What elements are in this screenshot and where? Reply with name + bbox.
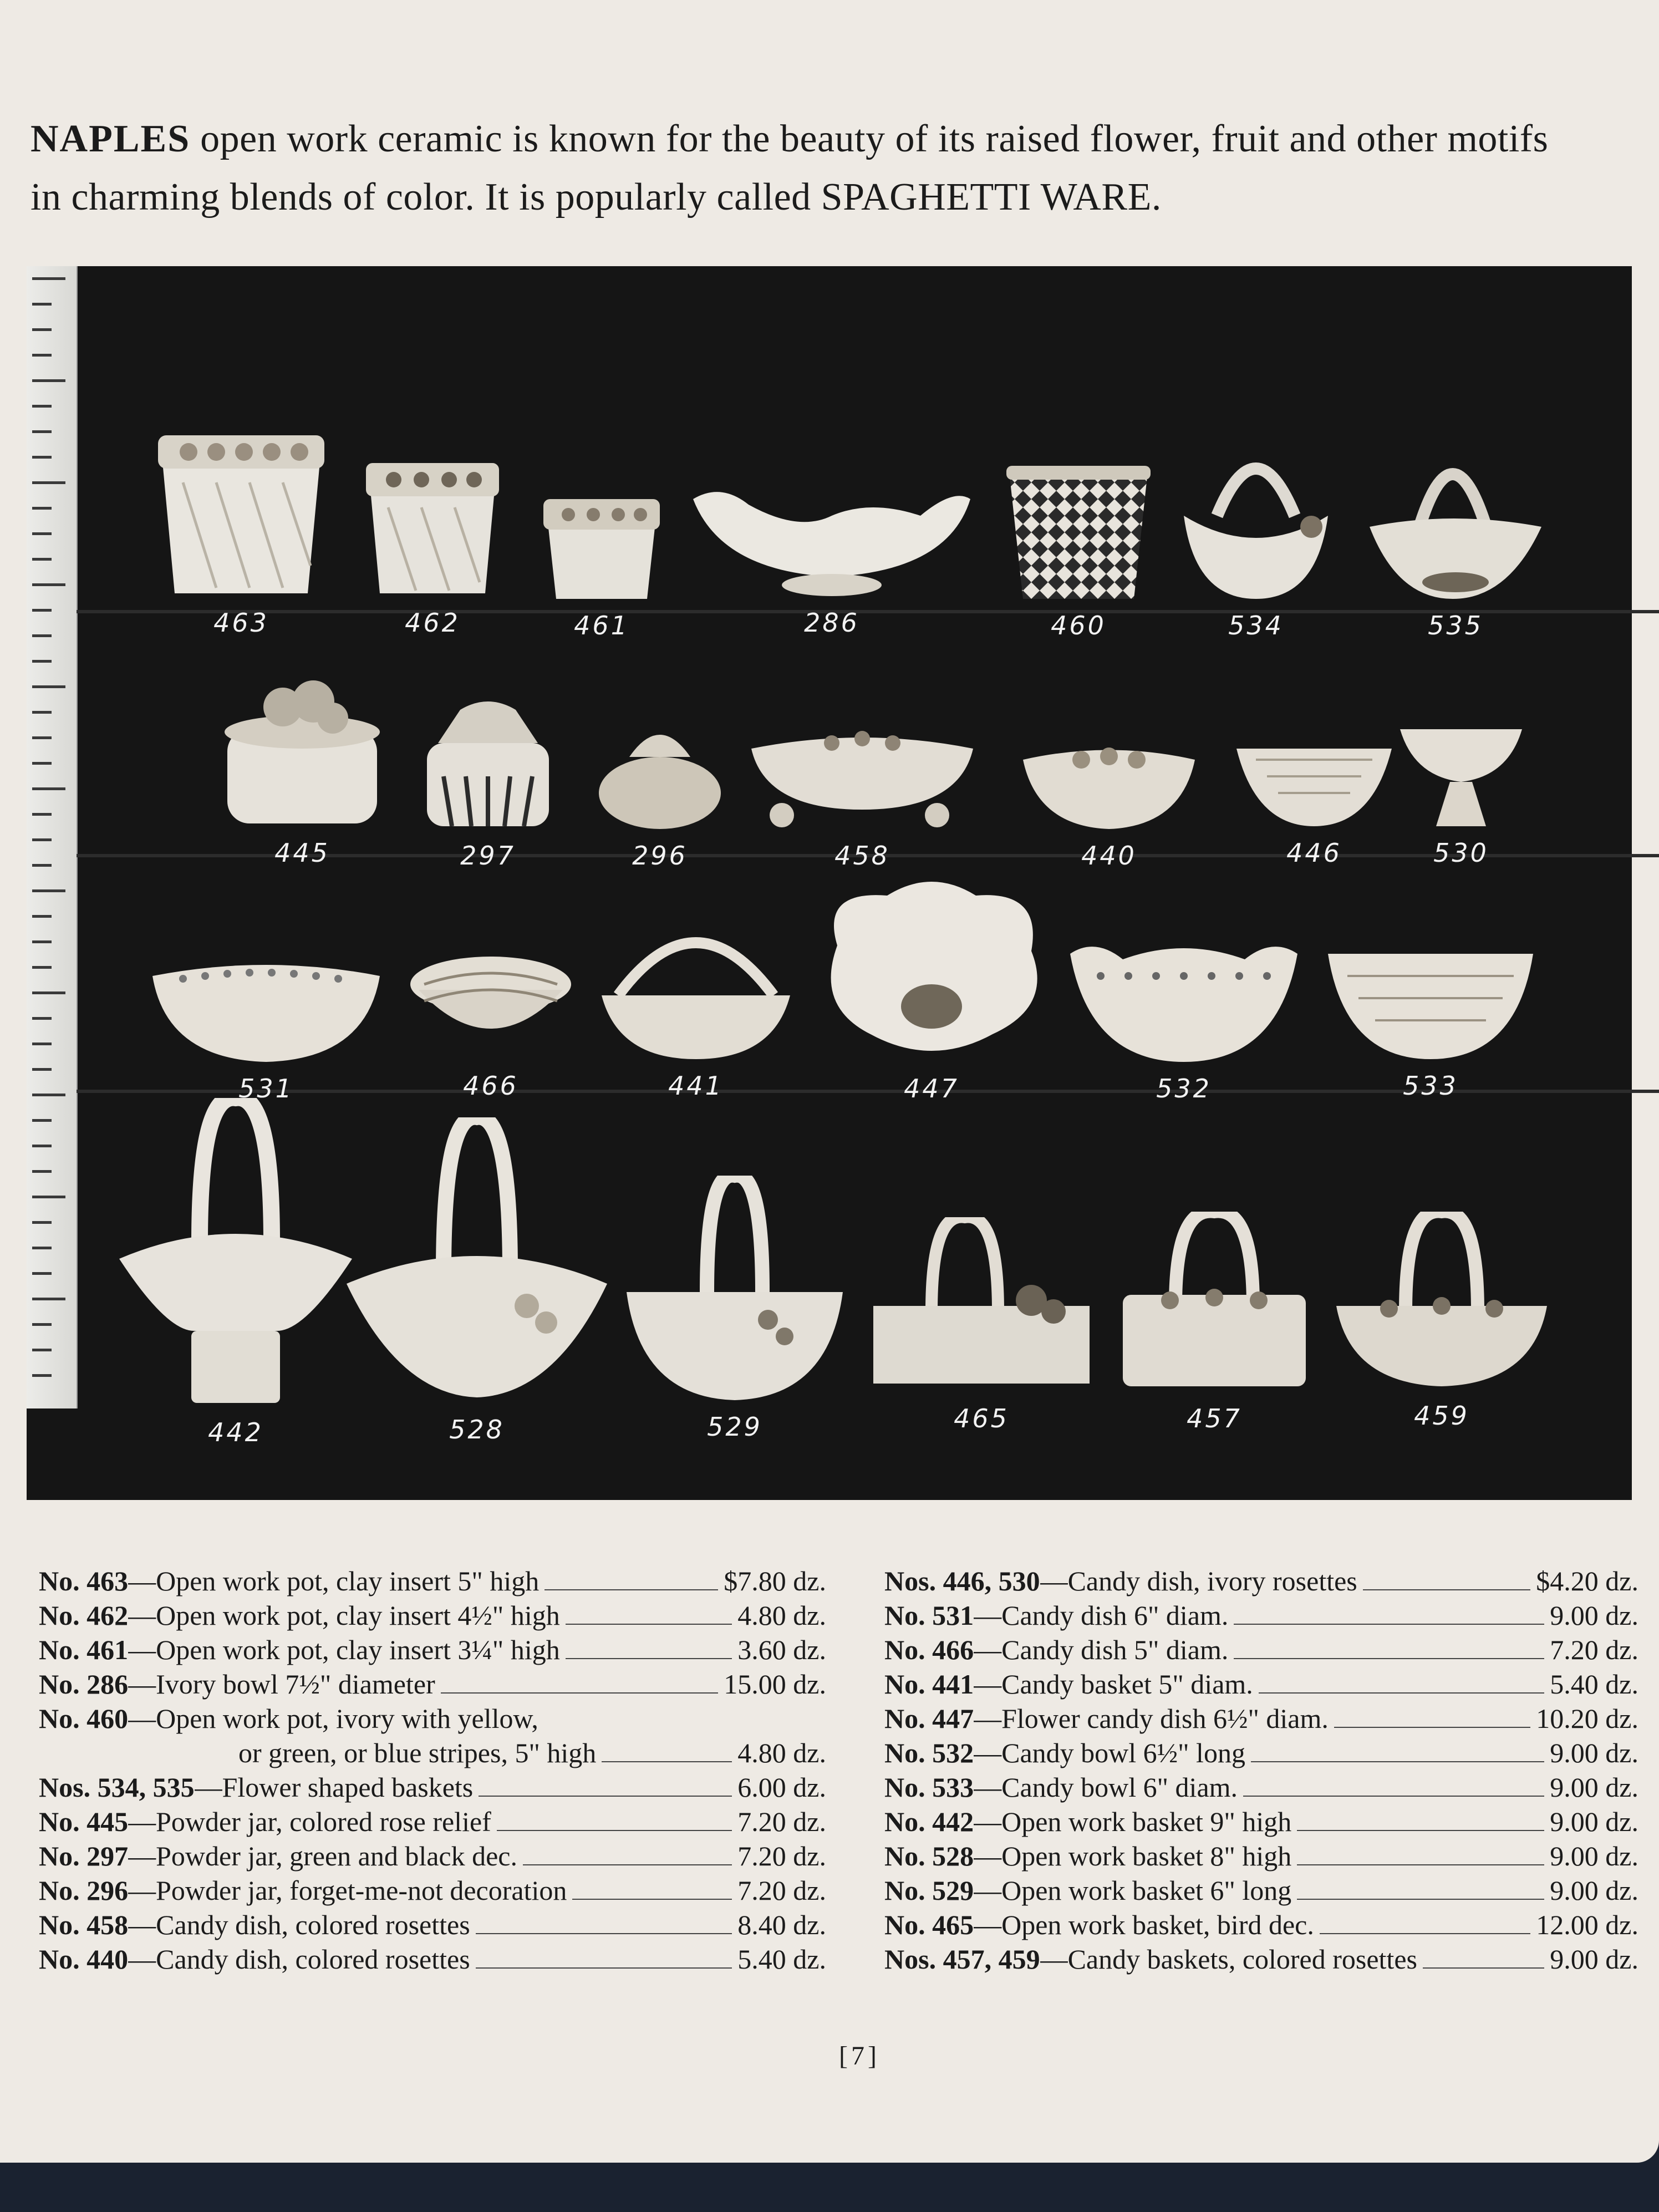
open-work-basket-image — [624, 1176, 846, 1403]
dot-leader — [1320, 1933, 1530, 1934]
item-number: No. 528 — [884, 1840, 974, 1872]
price-row — [39, 1942, 826, 1976]
product-number: 466 — [463, 1071, 518, 1101]
powder-jar-image — [222, 679, 383, 829]
ruler-tick — [32, 277, 65, 280]
product-442 — [116, 1098, 355, 1447]
product-number: 533 — [1403, 1071, 1458, 1101]
candy-basket-image — [1334, 1212, 1550, 1392]
dot-leader — [1297, 1864, 1544, 1865]
product-number: 463 — [213, 608, 269, 638]
item-price: 7.20 dz. — [737, 1840, 826, 1872]
product-number: 442 — [208, 1417, 263, 1447]
ruler-tick — [32, 889, 65, 892]
ruler-tick — [32, 685, 65, 688]
product-number: 465 — [954, 1404, 1009, 1433]
ruler-tick — [32, 1349, 52, 1351]
item-price: 6.00 dz. — [737, 1772, 826, 1803]
page-number: [7] — [839, 2041, 880, 2071]
product-440 — [1020, 743, 1198, 871]
item-number: No. 445 — [39, 1806, 129, 1837]
item-description: —Open work basket 6" long — [974, 1875, 1292, 1906]
dot-leader — [572, 1899, 732, 1900]
item-number: No. 441 — [884, 1669, 974, 1700]
product-number: 461 — [574, 611, 629, 640]
item-price: 9.00 dz. — [1550, 1772, 1638, 1803]
price-row — [39, 1873, 826, 1908]
product-458 — [749, 726, 976, 871]
dot-leader — [1234, 1624, 1544, 1625]
candy-dish-image — [1234, 738, 1395, 829]
dot-leader — [1334, 1727, 1530, 1728]
item-price: 7.20 dz. — [737, 1806, 826, 1837]
ruler-tick — [32, 405, 52, 408]
price-row — [39, 1564, 826, 1598]
item-price: 9.00 dz. — [1550, 1737, 1638, 1768]
ruler-tick — [32, 736, 52, 739]
ruler-tick — [32, 660, 52, 663]
item-number: No. 461 — [39, 1634, 129, 1665]
candy-bowl-image — [1325, 943, 1536, 1062]
powder-jar-image — [596, 724, 724, 832]
item-price: 7.20 dz. — [737, 1875, 826, 1906]
product-447 — [815, 879, 1048, 1104]
price-row — [884, 1667, 1638, 1701]
product-531 — [150, 954, 383, 1104]
item-description: —Open work pot, clay insert 4½" high — [128, 1600, 560, 1631]
item-price: 7.20 dz. — [1550, 1634, 1638, 1665]
ruler-tick — [32, 1145, 52, 1147]
product-534 — [1178, 433, 1334, 640]
intro-lead: NAPLES — [30, 118, 191, 160]
ruler-tick — [32, 1068, 52, 1071]
product-number: 531 — [238, 1074, 294, 1104]
item-number: No. 460 — [39, 1703, 129, 1734]
ruler-tick — [32, 1196, 65, 1198]
dot-leader — [544, 1589, 718, 1590]
item-description: —Powder jar, colored rose relief — [128, 1806, 491, 1837]
price-row — [39, 1633, 826, 1667]
dot-leader — [1259, 1692, 1545, 1694]
product-number: 446 — [1286, 838, 1342, 868]
item-number: Nos. 446, 530 — [884, 1565, 1040, 1596]
product-535 — [1364, 433, 1547, 640]
item-description: —Candy dish, ivory rosettes — [1040, 1565, 1357, 1596]
item-price: 12.00 dz. — [1536, 1909, 1638, 1940]
ruler-tick — [32, 1272, 52, 1275]
ruler-tick — [32, 940, 52, 943]
ruler-tick — [32, 711, 52, 714]
candy-basket-image — [596, 912, 796, 1062]
item-number: No. 297 — [39, 1840, 129, 1872]
item-price: 3.60 dz. — [737, 1634, 826, 1665]
price-row — [39, 1908, 826, 1942]
item-number: No. 458 — [39, 1909, 129, 1940]
price-row — [884, 1873, 1638, 1908]
dot-leader — [476, 1967, 732, 1969]
item-description: —Candy bowl 6½" long — [974, 1737, 1245, 1768]
ruler-tick — [32, 1247, 52, 1249]
product-463 — [150, 421, 333, 638]
item-description: —Open work basket 9" high — [974, 1806, 1292, 1837]
item-description: —Candy dish 5" diam. — [974, 1634, 1229, 1665]
candy-dish-image — [1020, 743, 1198, 832]
price-row — [884, 1804, 1638, 1839]
ruler-tick — [32, 838, 52, 841]
product-296 — [596, 724, 724, 871]
item-number: No. 465 — [884, 1909, 974, 1940]
flower-basket-image — [1364, 433, 1547, 602]
item-number: No. 466 — [884, 1634, 974, 1665]
candy-dish-image — [1397, 721, 1525, 829]
striped-pot-image — [1006, 466, 1151, 602]
price-row — [884, 1736, 1638, 1770]
ruler-tick — [32, 481, 65, 484]
dot-leader — [1423, 1967, 1544, 1969]
price-list-left — [39, 1564, 826, 1976]
item-description: —Powder jar, forget-me-not decoration — [128, 1875, 567, 1906]
candy-dish-image — [150, 954, 383, 1065]
ruler-tick — [32, 1119, 52, 1122]
product-459 — [1334, 1212, 1550, 1431]
dot-leader — [1251, 1761, 1544, 1762]
intro-text: open work ceramic is known for the beauty of its raised flower, fruit and other motifs in charming blends of color. It is popularly called SPAGHETTI WARE. — [30, 118, 1549, 218]
ruler-tick — [32, 864, 52, 867]
product-532 — [1067, 937, 1300, 1104]
open-work-pot-image — [360, 455, 505, 599]
product-530 — [1397, 721, 1525, 868]
product-number: 532 — [1156, 1074, 1212, 1104]
product-441 — [596, 912, 796, 1101]
product-number: 445 — [274, 838, 330, 868]
item-description: —Open work pot, clay insert 5" high — [128, 1565, 540, 1596]
item-price: 15.00 dz. — [724, 1669, 826, 1700]
product-462 — [360, 455, 505, 638]
product-number: 530 — [1433, 838, 1489, 868]
product-number: 458 — [834, 841, 890, 871]
ruler-tick — [32, 430, 52, 433]
dot-leader — [476, 1933, 732, 1934]
item-number: No. 529 — [884, 1875, 974, 1906]
ruler-tick — [32, 507, 52, 510]
product-529 — [624, 1176, 846, 1442]
ruler-tick — [32, 813, 52, 816]
item-price: 9.00 dz. — [1550, 1840, 1638, 1872]
open-work-pot-image — [150, 421, 333, 599]
product-number: 462 — [405, 608, 460, 638]
dot-leader — [1297, 1899, 1544, 1900]
item-number: No. 532 — [884, 1737, 974, 1768]
ruler-tick — [32, 1170, 52, 1173]
item-number: No. 447 — [884, 1703, 974, 1734]
dot-leader — [602, 1761, 732, 1762]
product-number: 529 — [707, 1412, 762, 1442]
open-work-basket-image — [116, 1098, 355, 1408]
ruler-tick — [32, 1323, 52, 1326]
price-list-right — [884, 1564, 1638, 1976]
item-number: No. 533 — [884, 1772, 974, 1803]
item-description: or green, or blue stripes, 5" high — [238, 1737, 597, 1768]
item-number: No. 442 — [884, 1806, 974, 1837]
item-number: No. 296 — [39, 1875, 129, 1906]
product-number: 535 — [1428, 611, 1483, 640]
ruler-tick — [32, 1221, 52, 1224]
dot-leader — [497, 1830, 732, 1831]
price-row — [884, 1633, 1638, 1667]
item-description: —Candy dish 6" diam. — [974, 1600, 1229, 1631]
open-work-basket-image — [871, 1217, 1092, 1395]
product-number: 296 — [632, 841, 688, 871]
ruler-tick — [32, 456, 52, 459]
item-price: $4.20 dz. — [1536, 1565, 1638, 1596]
item-price: 5.40 dz. — [737, 1944, 826, 1975]
product-number: 460 — [1051, 611, 1106, 640]
ruler-tick — [32, 609, 52, 612]
dot-leader — [523, 1864, 732, 1865]
item-description: —Open work pot, clay insert 3¼" high — [128, 1634, 560, 1665]
item-price: 9.00 dz. — [1550, 1875, 1638, 1906]
product-445 — [222, 679, 383, 868]
ruler-tick — [32, 1094, 65, 1096]
product-number: 534 — [1228, 611, 1284, 640]
dot-leader — [566, 1624, 732, 1625]
product-number: 447 — [904, 1074, 959, 1104]
price-row — [39, 1839, 826, 1873]
open-work-pot-image — [541, 494, 663, 602]
product-286 — [688, 482, 976, 638]
product-446 — [1234, 738, 1395, 868]
ruler-tick — [32, 634, 52, 637]
ruler-tick — [32, 762, 52, 765]
ruler-tick — [32, 379, 65, 382]
measuring-ruler — [27, 266, 78, 1408]
item-description: —Candy baskets, colored rosettes — [1040, 1944, 1417, 1975]
item-number: Nos. 457, 459 — [884, 1944, 1040, 1975]
item-number: Nos. 534, 535 — [39, 1772, 195, 1803]
item-number: No. 463 — [39, 1565, 129, 1596]
dot-leader — [1363, 1589, 1531, 1590]
product-number: 441 — [668, 1071, 724, 1101]
item-description: —Candy dish, colored rosettes — [128, 1909, 470, 1940]
product-465 — [871, 1217, 1092, 1433]
item-description: —Powder jar, green and black dec. — [128, 1840, 517, 1872]
price-row — [884, 1770, 1638, 1804]
item-description: —Flower candy dish 6½" diam. — [974, 1703, 1329, 1734]
ivory-bowl-image — [688, 482, 976, 599]
item-description: —Candy bowl 6" diam. — [974, 1772, 1238, 1803]
ruler-tick — [32, 1017, 52, 1020]
ruler-tick — [32, 991, 65, 994]
product-number: 286 — [804, 608, 859, 638]
ruler-tick — [32, 354, 52, 357]
price-row — [884, 1908, 1638, 1942]
price-row — [39, 1736, 826, 1770]
item-description: —Ivory bowl 7½" diameter — [128, 1669, 435, 1700]
item-number: No. 462 — [39, 1600, 129, 1631]
ruler-tick — [32, 787, 65, 790]
ruler-tick — [32, 1043, 52, 1045]
item-description: —Open work basket 8" high — [974, 1840, 1292, 1872]
item-price: 4.80 dz. — [737, 1737, 826, 1768]
item-price: 8.40 dz. — [737, 1909, 826, 1940]
open-work-basket-image — [344, 1117, 610, 1406]
product-297 — [421, 699, 554, 871]
intro-paragraph — [30, 110, 1583, 226]
powder-jar-image — [421, 699, 554, 832]
item-description: —Candy basket 5" diam. — [974, 1669, 1253, 1700]
candy-dish-image — [408, 951, 574, 1062]
price-row — [884, 1839, 1638, 1873]
item-price: 10.20 dz. — [1536, 1703, 1638, 1734]
item-number: No. 440 — [39, 1944, 129, 1975]
product-number: 440 — [1081, 841, 1137, 871]
dot-leader — [1243, 1796, 1544, 1797]
item-price: 9.00 dz. — [1550, 1806, 1638, 1837]
product-460 — [1006, 466, 1151, 640]
item-number: No. 531 — [884, 1600, 974, 1631]
product-number: 528 — [449, 1415, 505, 1445]
ruler-tick — [32, 303, 52, 306]
price-row — [39, 1598, 826, 1633]
item-price: 4.80 dz. — [737, 1600, 826, 1631]
candy-basket-image — [1120, 1212, 1309, 1395]
item-description: —Open work basket, bird dec. — [974, 1909, 1314, 1940]
ruler-tick — [32, 915, 52, 918]
dot-leader — [1234, 1658, 1544, 1659]
item-price: 5.40 dz. — [1550, 1669, 1638, 1700]
item-description: —Candy dish, colored rosettes — [128, 1944, 470, 1975]
product-528 — [344, 1117, 610, 1445]
item-number: No. 286 — [39, 1669, 129, 1700]
product-533 — [1325, 943, 1536, 1101]
dot-leader — [441, 1692, 719, 1694]
product-number: 459 — [1414, 1401, 1469, 1431]
product-number: 457 — [1187, 1404, 1242, 1433]
dot-leader — [566, 1658, 732, 1659]
price-row — [39, 1804, 826, 1839]
ruler-tick — [32, 1374, 52, 1377]
price-row — [39, 1667, 826, 1701]
product-466 — [408, 951, 574, 1101]
candy-bowl-image — [1067, 937, 1300, 1065]
price-row — [884, 1701, 1638, 1736]
item-description: —Flower shaped baskets — [194, 1772, 474, 1803]
flower-candy-dish-image — [815, 879, 1048, 1065]
price-row — [884, 1942, 1638, 1976]
price-row — [39, 1770, 826, 1804]
price-row — [39, 1701, 826, 1736]
price-row — [884, 1598, 1638, 1633]
price-row — [884, 1564, 1638, 1598]
ruler-tick — [32, 532, 52, 535]
item-price: 9.00 dz. — [1550, 1600, 1638, 1631]
ruler-tick — [32, 558, 52, 561]
dot-leader — [1297, 1830, 1544, 1831]
ruler-tick — [32, 1298, 65, 1300]
item-price: 9.00 dz. — [1550, 1944, 1638, 1975]
flower-basket-image — [1178, 433, 1334, 602]
product-number: 297 — [460, 841, 516, 871]
ruler-tick — [32, 966, 52, 969]
candy-dish-image — [749, 726, 976, 832]
item-price: $7.80 dz. — [724, 1565, 826, 1596]
dot-leader — [479, 1796, 732, 1797]
ruler-tick — [32, 583, 65, 586]
product-457 — [1120, 1212, 1309, 1433]
product-461 — [541, 494, 663, 640]
item-description: —Open work pot, ivory with yellow, — [128, 1703, 538, 1734]
ruler-tick — [32, 328, 52, 331]
